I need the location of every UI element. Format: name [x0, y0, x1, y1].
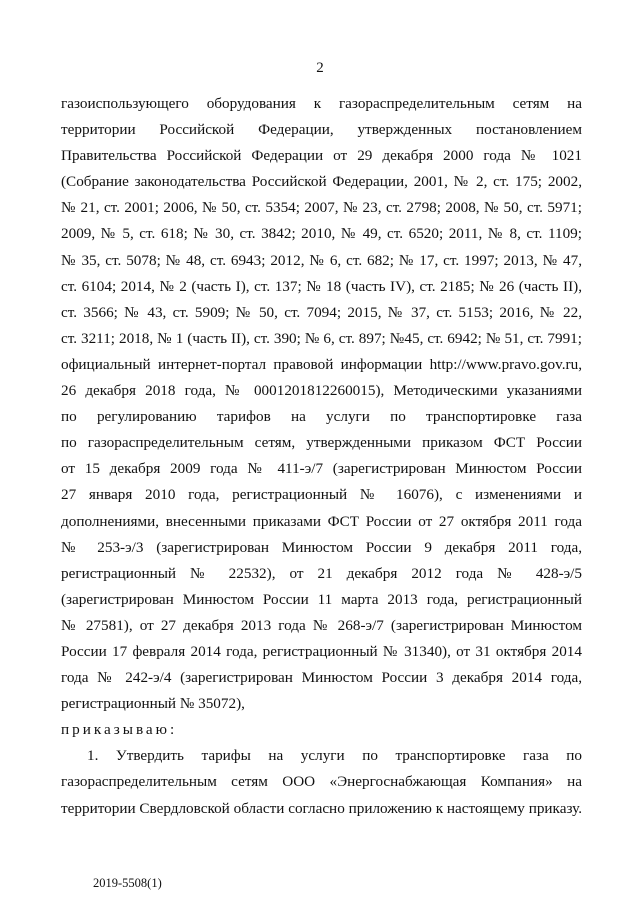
- text-line: газоиспользующего оборудования к газораспределительным сетям на: [61, 95, 582, 112]
- text-line: по газораспределительным сетям, утвержденными приказом ФСТ России: [61, 434, 582, 452]
- text-line: от 15 декабря 2009 года № 411-э/7 (зарегистрирован Минюстом России: [61, 460, 582, 478]
- text-line: России 17 февраля 2014 года, регистрационный № 31340), от 31 октября 2014: [61, 642, 582, 660]
- text-line: № 27581), от 27 декабря 2013 года № 268-э/7 (зарегистрирован Минюстом: [61, 616, 582, 634]
- item-1-line: 1. Утвердить тарифы на услуги по транспортировке газа по: [87, 747, 582, 765]
- text-line: № 35, ст. 5078; № 48, ст. 6943; 2012, № 6, ст. 682; № 17, ст. 1997; 2013, № 47,: [61, 251, 582, 269]
- text-line: (зарегистрирован Минюстом России 11 марта 2013 года, регистрационный: [61, 590, 582, 608]
- text-line: территории Российской Федерации, утвержденных постановлением: [61, 121, 582, 139]
- text-line: ст. 6104; 2014, № 2 (часть I), ст. 137; № 18 (часть IV), ст. 2185; № 26 (часть II),: [61, 277, 582, 295]
- text-line: года № 242-э/4 (зарегистрирован Минюстом России 3 декабря 2014 года,: [61, 669, 582, 687]
- text-line: 2009, № 5, ст. 618; № 30, ст. 3842; 2010, № 49, ст. 6520; 2011, № 8, ст. 1109;: [61, 225, 582, 243]
- text-line: № 253-э/3 (зарегистрирован Минюстом России 9 декабря 2011 года,: [61, 538, 582, 556]
- text-line: 27 января 2010 года, регистрационный № 16076), с изменениями и: [61, 486, 582, 504]
- text-line: по регулированию тарифов на услуги по транспортировке газа: [61, 408, 582, 426]
- document-code: 2019-5508(1): [93, 876, 162, 890]
- text-line: № 21, ст. 2001; 2006, № 50, ст. 5354; 2007, № 23, ст. 2798; 2008, № 50, ст. 5971;: [61, 199, 582, 217]
- text-line: 26 декабря 2018 года, № 0001201812260015), Методическими указаниями: [61, 382, 582, 400]
- text-line: регистрационный № 35072),: [61, 695, 245, 713]
- document-body: [61, 91, 582, 822]
- text-line: Правительства Российской Федерации от 29 декабря 2000 года № 1021: [61, 147, 582, 165]
- text-line: регистрационный № 22532), от 21 декабря 2012 года № 428-э/5: [61, 564, 582, 582]
- item-1-line: территории Свердловской области согласно приложению к настоящему приказу.: [61, 799, 582, 817]
- text-line: официальный интернет-портал правовой информации http://www.pravo.gov.ru,: [61, 355, 582, 373]
- item-1-line: газораспределительным сетям ООО «Энергоснабжающая Компания» на: [61, 773, 582, 791]
- text-line: (Собрание законодательства Российской Федерации, 2001, № 2, ст. 175; 2002,: [61, 173, 582, 191]
- text-line: ст. 3211; 2018, № 1 (часть II), ст. 390; № 6, ст. 897; №45, ст. 6942; № 51, ст. 7991;: [61, 329, 582, 347]
- text-line: ст. 3566; № 43, ст. 5909; № 50, ст. 7094; 2015, № 37, ст. 5153; 2016, № 22,: [61, 303, 582, 321]
- order-word: приказываю:: [61, 721, 178, 739]
- page-number: 2: [316, 60, 324, 76]
- text-line: дополнениями, внесенными приказами ФСТ России от 27 октября 2011 года: [61, 512, 582, 530]
